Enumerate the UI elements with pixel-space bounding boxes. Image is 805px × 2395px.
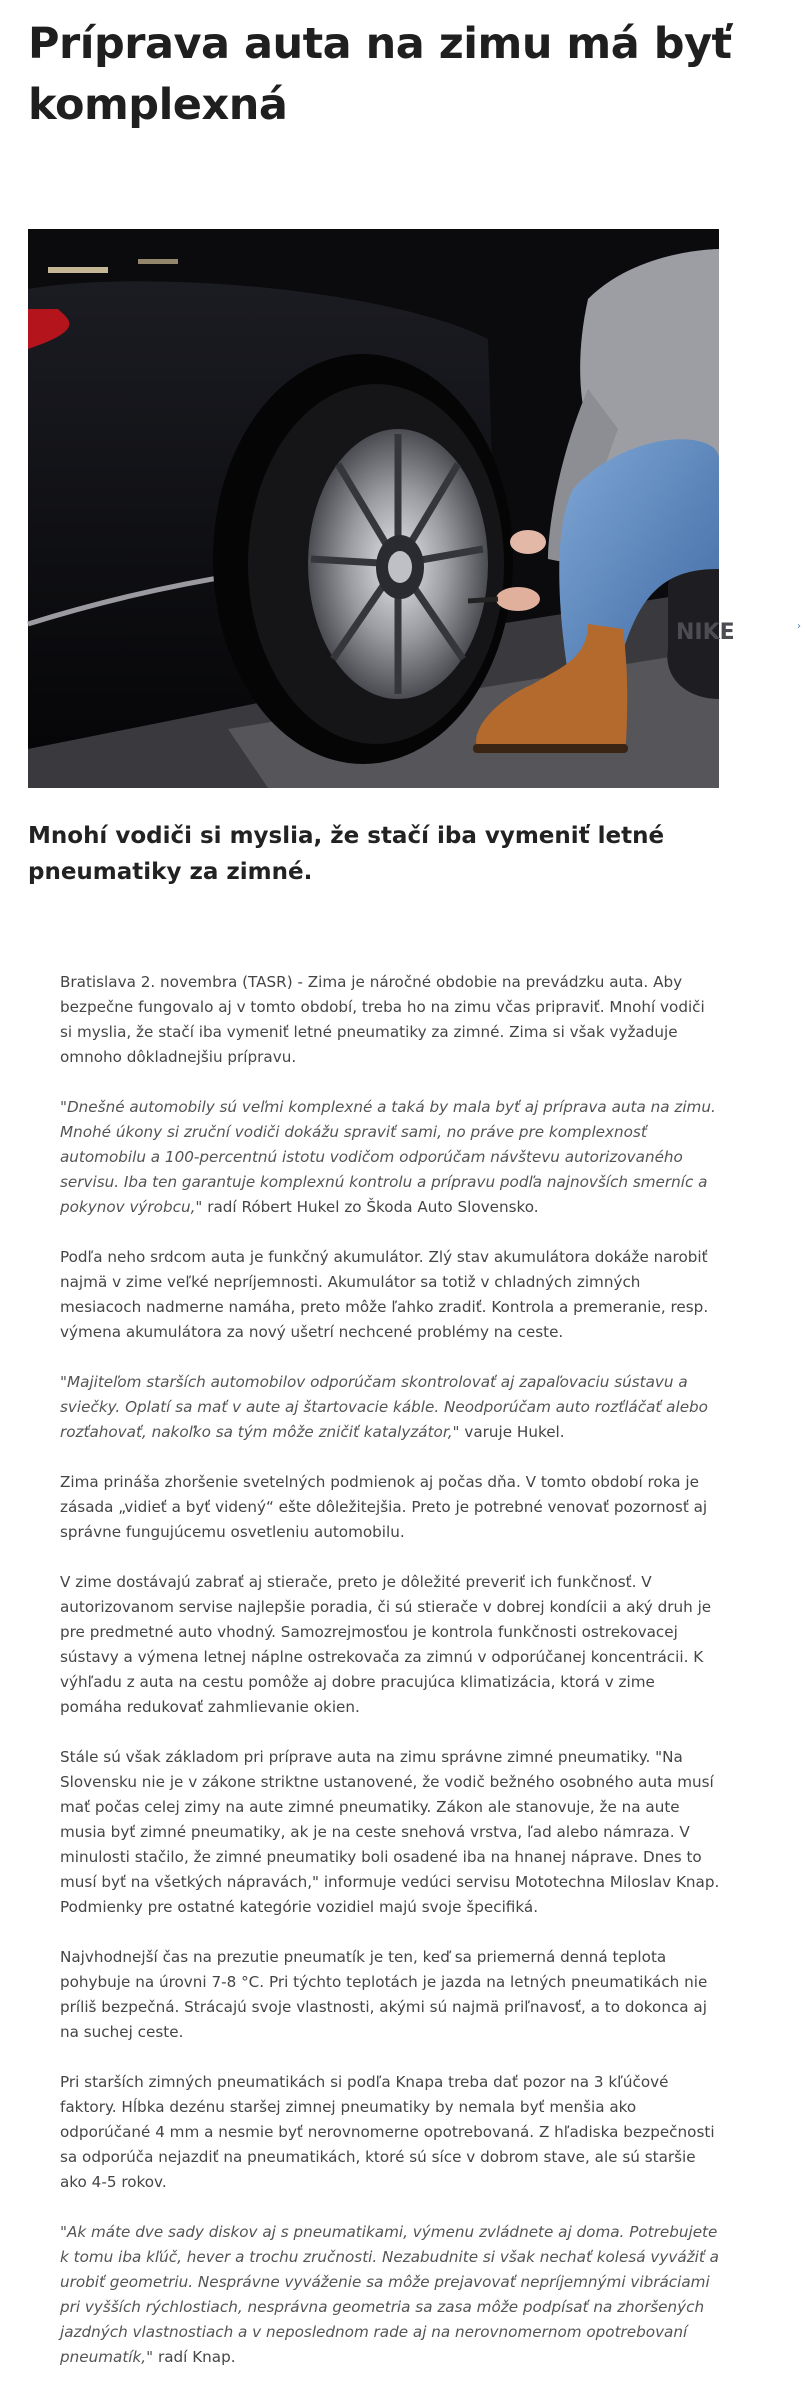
article-paragraph: Zima prináša zhoršenie svetelných podmienok aj počas dňa. V tomto období roka je zásada „vidieť a byť videný“ ešte dôležitejšia. Preto je potrebné venovať pozornosť aj správne fungujúcemu osvetleniu automobilu.: [60, 1473, 708, 1541]
article-lead: Mnohí vodiči si myslia, že stačí iba vymeniť letné pneumatiky za zimné.: [28, 823, 665, 885]
article-paragraph: Najvhodnejší čas na prezutie pneumatík je ten, keď sa priemerná denná teplota pohybuje na úrovni 7-8 °C. Pri týchto teplotách je jazda na letných pneumatikách nie príliš bezpečná. Strácajú svoje vlastnosti, akými sú najmä priľnavosť, a to dokonca aj na suchej ceste.: [60, 1948, 708, 2041]
article-paragraph: Stále sú však základom pri príprave auta na zimu správne zimné pneumatiky. "Na Slovensku nie je v zákone striktne ustanovené, že vodič bežného osobného auta musí mať počas celej zimy na aute zimné pneumatiky. Zákon ale stanovuje, že na aute musia byť zimné pneumatiky, ak je na ceste snehová vrstva, ľad alebo námraza. V minulosti stačilo, že zimné pneumatiky boli osadené iba na hnanej náprave. Dnes to musí byť na všetkých nápravách," informuje vedúci servisu Mototechna Miloslav Knap. Podmienky pre ostatné kategórie vozidiel majú svoje špecifiká.: [60, 1748, 720, 1916]
edge-arrow-icon: ›: [797, 621, 801, 632]
article-paragraph: Pri starších zimných pneumatikách si podľa Knapa treba dať pozor na 3 kľúčové faktory. Hĺbka dezénu staršej zimnej pneumatiky by nemala byť menšia ako odporúčané 4 mm a nesmie byť nerovnomerne opotrebovaná. Z hľadiska bezpečnosti sa odporúča nejazdiť na pneumatikách, ktoré sú síce v dobrom stave, ale sú staršie ako 4-5 rokov.: [60, 2073, 715, 2191]
article-quote: [60, 1095, 720, 1220]
article-quote: [60, 2220, 720, 2370]
svg-text:NIKE: NIKE: [676, 620, 735, 645]
car-wheel-tire-pressure-photo: [28, 229, 735, 788]
article-paragraph: V zime dostávajú zabrať aj stierače, preto je dôležité preveriť ich funkčnosť. V autorizovanom servise najlepšie poradia, či sú stierače v dobrej kondícii a aký druh je pre predmetné auto vhodný. Samozrejmosťou je kontrola funkčnosti ostrekovacej sústavy a výmena letnej náplne ostrekovača za zimnú v odporúčanej koncentrácii. K výhľadu z auta na cestu pomôže aj dobre pracujúca klimatizácia, ktorá v zime pomáha redukovať zahmlievanie okien.: [60, 1573, 712, 1716]
quote-attribution: radí Róbert Hukel zo Škoda Auto Slovensko.: [202, 1198, 539, 1216]
quote-attribution: varuje Hukel.: [459, 1423, 565, 1441]
article-paragraph: Podľa neho srdcom auta je funkčný akumulátor. Zlý stav akumulátora dokáže narobiť najmä v zime veľké nepríjemnosti. Akumulátor sa totiž v chladných zimných mesiacoch nadmerne namáha, preto môže ľahko zradiť. Kontrola a premeranie, resp. výmena akumulátora za nový ušetrí nechcené problémy na ceste.: [60, 1248, 709, 1341]
article-paragraph: Bratislava 2. novembra (TASR) - Zima je náročné obdobie na prevádzku auta. Aby bezpečne fungovalo aj v tomto období, treba ho na zimu včas pripraviť. Mnohí vodiči si myslia, že stačí iba vymeniť letné pneumatiky za zimné. Zima si však vyžaduje omnoho dôkladnejšiu prípravu.: [60, 973, 705, 1066]
quote-text: "Ak máte dve sady diskov aj s pneumatikami, výmenu zvládnete aj doma. Potrebujete k tomu iba kľúč, hever a trochu zručnosti. Nezabudnite si však nechať kolesá vyvážiť a urobiť geometriu. Nesprávne vyváženie sa môže prejavovať nepríjemnými vibráciami pri vyšších rýchlostiach, nesprávna geometria sa zasa môže podpísať na zhoršených jazdných vlastnostiach a v neposlednom rade aj na nerovnomernom opotrebovaní pneumatík,": [60, 2223, 719, 2366]
quote-text: "Majiteľom starších automobilov odporúčam skontrolovať aj zapaľovaciu sústavu a sviečky. Oplatí sa mať v aute aj štartovacie káble. Neodporúčam auto rozťláčať alebo rozťahovať, nakoľko sa tým môže zničiť katalyzátor,": [60, 1373, 708, 1441]
article-title: Príprava auta na zimu má byť komplexná: [28, 19, 732, 130]
article-quote: [60, 1370, 720, 1445]
quote-attribution: radí Knap.: [153, 2348, 236, 2366]
article-body: [60, 970, 720, 2395]
quote-text: "Dnešné automobily sú veľmi komplexné a taká by mala byť aj príprava auta na zimu. Mnohé úkony si zruční vodiči dokážu spraviť sami, no práve pre komplexnosť automobilu a 100-percentnú istotu vodičom odporúčam návštevu autorizovaného servisu. Iba ten garantuje komplexnú kontrolu a prípravu podľa najnovších smerníc a pokynov výrobcu,": [60, 1098, 716, 1216]
article-photo: [28, 229, 735, 788]
